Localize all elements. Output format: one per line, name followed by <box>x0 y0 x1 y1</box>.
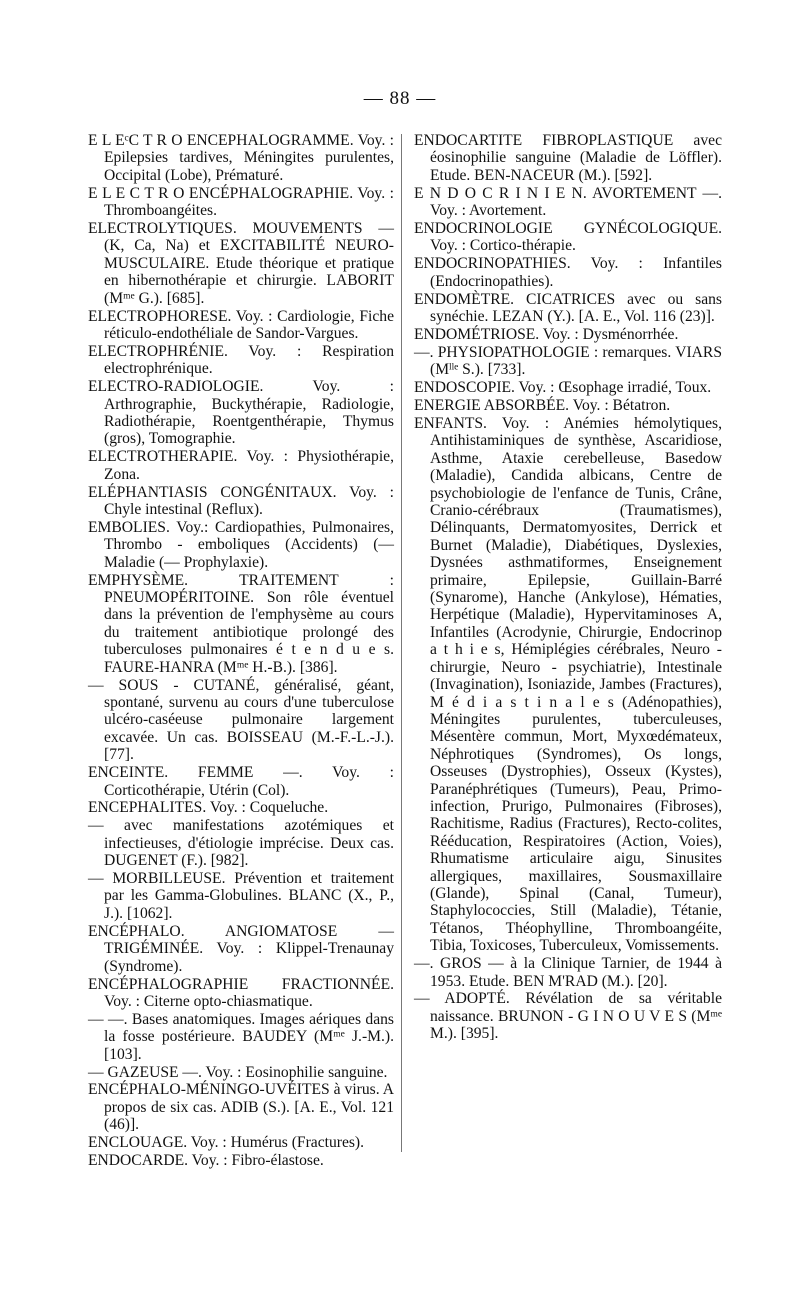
index-entry: — GAZEUSE —. Voy. : Eosinophilie sanguine. <box>88 1063 388 1081</box>
index-entry: ENDOMÈTRE. CICATRICES avec ou sans synéchie. LEZAN (Y.). [A. E., Vol. 116 (23)]. <box>414 290 722 326</box>
left-column <box>88 132 394 1170</box>
index-entry: ENCLOUAGE. Voy. : Humérus (Fractures). <box>88 1134 365 1152</box>
index-entry: ELECTROTHERAPIE. Voy. : Physiothérapie, Zona. <box>88 448 394 483</box>
index-entry: — ADOPTÉ. Révélation de sa véritable naissance. BRUNON - G I N O U V E S (Mᵐᵉ M.). [395]. <box>414 990 722 1043</box>
index-entry: ELECTROPHRÉNIE. Voy. : Respiration electrophrénique. <box>88 342 394 378</box>
index-entry: ENDOCARDE. Voy. : Fibro-élastose. <box>88 1152 324 1170</box>
index-entry: EMBOLIES. Voy.: Cardiopathies, Pulmonaires, Thrombo - emboliques (Accidents) (— Maladie (— Prophylaxie). <box>88 518 394 571</box>
page-number: — 88 — <box>363 88 437 109</box>
index-entry: ENDOCARTITE FIBROPLASTIQUE avec éosinophilie sanguine (Maladie de Löffler). Etude. BEN-NACEUR (M.). [592]. <box>414 132 722 184</box>
index-entry: — avec manifestations azotémiques et infectieuses, d'étiologie imprécise. Deux cas. DUGENET (F.). [982]. <box>88 817 394 870</box>
column-divider <box>401 134 402 1152</box>
index-entry: ENCÉPHALOGRAPHIE FRACTIONNÉE. Voy. : Citerne opto-chiasmatique. <box>88 975 394 1010</box>
index-entry: ENERGIE ABSORBÉE. Voy. : Bétatron. <box>414 397 671 415</box>
index-entry: — —. Bases anatomiques. Images aériques dans la fosse postérieure. BAUDEY (Mᵐᵉ J.-M.). [103]. <box>88 1010 394 1063</box>
index-entry: ENCEPHALITES. Voy. : Coqueluche. <box>88 799 329 817</box>
index-entry: —. GROS — à la Clinique Tarnier, de 1944 à 1953. Etude. BEN M'RAD (M.). [20]. <box>414 955 722 990</box>
index-entry: ENDOMÉTRIOSE. Voy. : Dysménorrhée. <box>414 325 679 343</box>
index-entry: ELECTRO-RADIOLOGIE. Voy. : Arthrographie, Buckythérapie, Radiologie, Radiothérapie, Roentgenthérapie, Thymus (gros), Tomographie. <box>88 378 394 448</box>
right-column <box>414 132 722 1043</box>
index-entry: — SOUS - CUTANÉ, généralisé, géant, spontané, survenu au cours d'une tuberculose ulcéro-caséeuse pulmonaire largement excavée. Un cas. BOISSEAU (M.-F.-L.-J.). [77]. <box>88 676 394 764</box>
index-entry: ENDOCRINOLOGIE GYNÉCOLOGIQUE. Voy. : Cortico-thérapie. <box>414 220 722 255</box>
index-entry: E L EᶜC T R O ENCEPHALOGRAMME. Voy. : Epilepsies tardives, Méningites purulentes, Occipital (Lobe), Prématuré. <box>88 132 394 184</box>
index-entry: ENDOSCOPIE. Voy. : Œsophage irradié, Toux. <box>414 379 712 397</box>
index-entry: ENCÉPHALO. ANGIOMATOSE — TRIGÉMINÉE. Voy. : Klippel-Trenaunay (Syndrome). <box>88 922 394 975</box>
index-entry: ENDOCRINOPATHIES. Voy. : Infantiles (Endocrinopathies). <box>414 255 722 290</box>
index-entry: E L E C T R O ENCÉPHALOGRAPHIE. Voy. : Thromboangéites. <box>88 184 394 220</box>
index-entry: ENFANTS. Voy. : Anémies hémolytiques, Antihistaminiques de synthèse, Ascaridiose, Asthme, Ataxie cerebelleuse, Basedow (Maladie), Candida albicans, Centre de psychobiologie de l'enfance de Tunis, Crâne, Cranio-cérébraux (Traumatismes), Délinquants, Dermatomyosites, Derrick et Burnet (Maladie), Diabétiques, Dyslexies, Dysnées asthmatiformes, Enseignement primaire, Epilepsie, Guillain-Barré (Synarome), Hanche (Ankylose), Hématies, Herpétique (Maladie), Hypervitaminoses A, Infantiles (Acrodynie, Chirurgie, Endocrinop a t h i e s, Hémiplégies cérébrales, Neuro - chirurgie, Neuro - psychiatrie), Intestinale (Invagination), Isoniazide, Jambes (Fractures), M é d i a s t i n a l e s (Adénopathies), Méningites purulentes, tuberculeuses, Mésentère commun, Mort, Myxœdémateux, Néphrotiques (Syndromes), Os longs, Osseuses (Dystrophies), Osseux (Kystes), Paranéphrétiques (Tumeurs), Peau, Primo-infection, Prurigo, Pulmonaires (Fibroses), Rachitisme, Radius (Fractures), Recto-colites, Rééducation, Respiratoires (Action, Voies), Rhumatisme articulaire aigu, Sinusites allergiques, maxillaires, Sousmaxillaire (Glande), Spinal (Canal, Tumeur), Staphylococcies, Still (Maladie), Tétanie, Tétanos, Théophylline, Thromboangéite, Tibia, Toxicoses, Tuberculeux, Vomissements. <box>414 415 722 955</box>
index-entry: ELECTROPHORESE. Voy. : Cardiologie, Fiche réticulo-endothéliale de Sandor-Vargues. <box>88 307 394 342</box>
index-entry: ELÉPHANTIASIS CONGÉNITAUX. Voy. : Chyle intestinal (Reflux). <box>88 483 394 519</box>
index-entry: E N D O C R I N I E N. AVORTEMENT —. Voy. : Avortement. <box>414 184 722 220</box>
index-entry: —. PHYSIOPATHOLOGIE : remarques. VIARS (Mˡˡᵉ S.). [733]. <box>414 343 722 379</box>
index-entry: EMPHYSÈME. TRAITEMENT : PNEUMOPÉRITOINE. Son rôle éventuel dans la prévention de l'emphysème au cours du traitement antibiotique prolongé des tuberculoses pulmonaires é t e n d u e s. FAURE-HANRA (Mᵐᵉ H.-B.). [386]. <box>88 571 394 676</box>
index-entry: ENCEINTE. FEMME —. Voy. : Corticothérapie, Utérin (Col). <box>88 764 394 799</box>
index-entry: ELECTROLYTIQUES. MOUVEMENTS — (K, Ca, Na) et EXCITABILITÉ NEURO-MUSCULAIRE. Etude théorique et pratique en hibernothérapie et chirurgie. LABORIT (Mᵐᵉ G.). [685]. <box>88 220 394 307</box>
index-entry: ENCÉPHALO-MÉNINGO-UVÉITES à virus. A propos de six cas. ADIB (S.). [A. E., Vol. 121 (46)]. <box>88 1081 394 1134</box>
index-entry: — MORBILLEUSE. Prévention et traitement par les Gamma-Globulines. BLANC (X., P., J.). [1062]. <box>88 870 394 922</box>
